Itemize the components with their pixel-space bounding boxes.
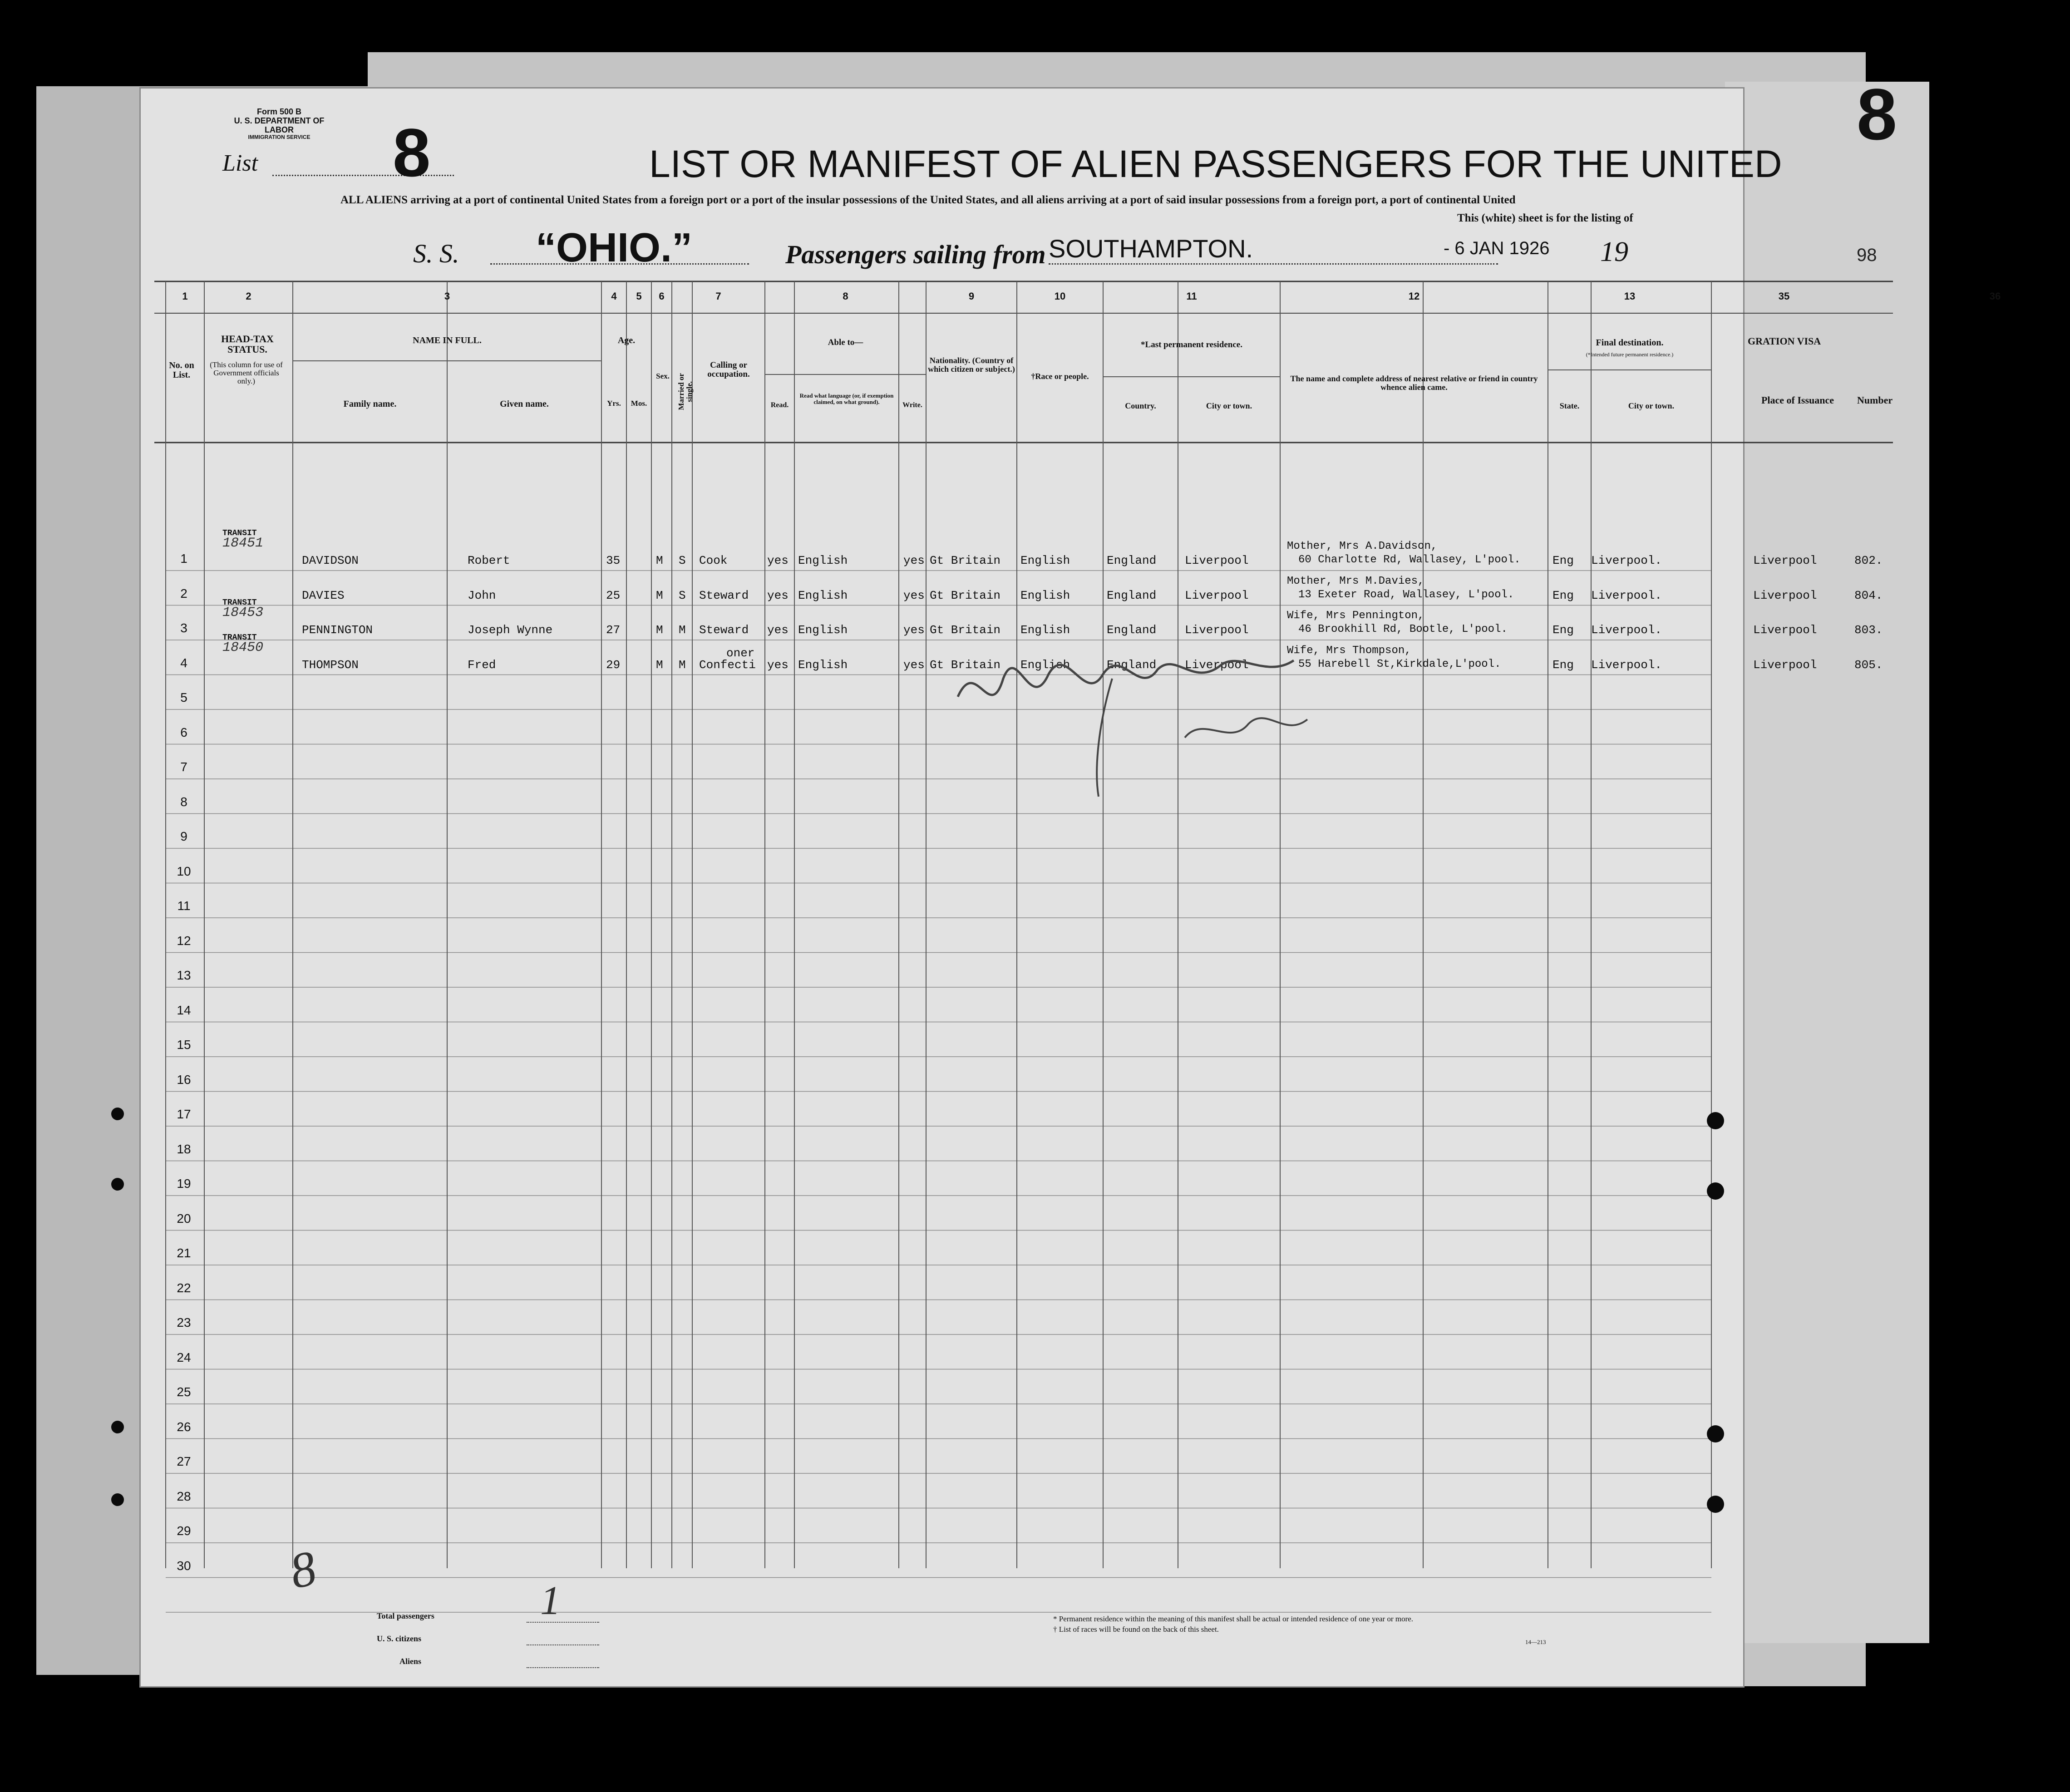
- row-number: 20: [177, 1211, 191, 1226]
- col-visa-number: Number: [1857, 394, 1893, 406]
- passenger-write: yes: [903, 658, 925, 672]
- passenger-given: Fred: [468, 658, 496, 672]
- handwritten-total: 1: [540, 1578, 561, 1623]
- passenger-occupation: Cook: [699, 554, 728, 567]
- column-number: 10: [1054, 290, 1066, 302]
- punch-hole: [1707, 1496, 1724, 1513]
- ship-name: “OHIO.”: [536, 225, 693, 271]
- passenger-ms: M: [679, 658, 686, 672]
- col-nationality: Nationality. (Country of which citizen or subject.): [928, 356, 1015, 374]
- column-number: 12: [1408, 290, 1420, 302]
- passenger-race: English: [1020, 623, 1070, 637]
- passenger-relative: 55 Harebell St,Kirkdale,L'pool.: [1298, 658, 1501, 670]
- passenger-visa-no: 805.: [1854, 658, 1883, 672]
- col-state: State.: [1559, 401, 1580, 410]
- punch-hole: [111, 1493, 124, 1506]
- transit-stamp: TRANSIT: [222, 633, 257, 642]
- row-number: 4: [180, 655, 187, 670]
- passenger-city: Liverpool: [1185, 588, 1249, 602]
- passenger-sex: M: [656, 623, 663, 637]
- passenger-relative: Mother, Mrs M.Davies,: [1287, 575, 1424, 587]
- col-calling: Calling or occupation.: [707, 360, 750, 379]
- passenger-country: England: [1107, 623, 1157, 637]
- passenger-occupation-top: oner: [726, 646, 755, 660]
- total-passengers-label: Total passengers: [377, 1611, 434, 1620]
- transit-stamp: TRANSIT: [222, 598, 257, 607]
- sailing-label: Passengers sailing from: [785, 240, 1046, 269]
- col-sex: Sex.: [656, 372, 670, 380]
- row-number: 19: [177, 1177, 191, 1191]
- col-last-residence: *Last permanent residence.: [1141, 340, 1242, 350]
- punch-hole: [1707, 1425, 1724, 1442]
- column-number: 13: [1624, 290, 1636, 302]
- passenger-read: yes: [767, 588, 789, 602]
- official-signature: [949, 588, 1357, 815]
- passenger-visa-place: Liverpool: [1753, 623, 1817, 637]
- col-age: Age.: [617, 335, 636, 345]
- passenger-nationality: Gt Britain: [930, 623, 1001, 637]
- passenger-sex: M: [656, 588, 663, 602]
- row-number: 2: [180, 586, 187, 601]
- passenger-country: England: [1107, 588, 1157, 602]
- passenger-visa-place: Liverpool: [1753, 554, 1817, 567]
- col-final-note: (*Intended future permanent residence.): [1586, 351, 1674, 358]
- manifest-grid: [141, 89, 1743, 1686]
- passenger-state: Eng: [1552, 554, 1574, 567]
- col-no-on-list: No. on List.: [169, 360, 194, 380]
- row-number: 21: [177, 1246, 191, 1260]
- passenger-visa-place: Liverpool: [1753, 658, 1817, 672]
- punch-hole: [1707, 1182, 1724, 1200]
- passenger-relative: 60 Charlotte Rd, Wallasey, L'pool.: [1298, 554, 1521, 566]
- column-number: 36: [1989, 290, 2001, 302]
- passenger-state: Eng: [1552, 623, 1574, 637]
- passenger-dest-city: Liverpool.: [1591, 623, 1662, 637]
- service: IMMIGRATION SERVICE: [248, 134, 310, 141]
- column-number: 9: [968, 290, 975, 302]
- passenger-given: Joseph Wynne: [468, 623, 553, 637]
- row-number: 16: [177, 1072, 191, 1087]
- passenger-yrs: 29: [606, 658, 621, 672]
- passenger-relative: 46 Brookhill Rd, Bootle, L'pool.: [1298, 623, 1508, 635]
- punch-hole: [111, 1421, 124, 1433]
- column-number: 3: [444, 290, 450, 302]
- passenger-race: English: [1020, 658, 1070, 672]
- col-yrs: Yrs.: [607, 399, 621, 408]
- row-number: 6: [180, 725, 187, 739]
- us-citizens-label: U. S. citizens: [377, 1634, 421, 1643]
- head-tax-number: 18453: [222, 605, 264, 620]
- passenger-language: English: [798, 554, 848, 567]
- row-number: 29: [177, 1524, 191, 1538]
- row-number: 27: [177, 1454, 191, 1468]
- passenger-yrs: 25: [606, 588, 621, 602]
- row-number: 3: [180, 621, 187, 635]
- passenger-race: English: [1020, 554, 1070, 567]
- col-city: City or town.: [1206, 401, 1252, 410]
- passenger-nationality: Gt Britain: [930, 588, 1001, 602]
- passenger-family: DAVIDSON: [302, 554, 359, 567]
- column-number: 1: [182, 290, 188, 302]
- row-number: 18: [177, 1142, 191, 1156]
- head-tax-number: 18451: [222, 536, 264, 551]
- row-number: 23: [177, 1315, 191, 1329]
- col-race: †Race or people.: [1031, 372, 1089, 381]
- passenger-ms: S: [679, 554, 686, 567]
- row-number: 22: [177, 1280, 191, 1295]
- handwritten-8: 8: [285, 1540, 321, 1600]
- passenger-write: yes: [903, 588, 925, 602]
- passenger-dest-city: Liverpool.: [1591, 554, 1662, 567]
- passenger-dest-city: Liverpool.: [1591, 658, 1662, 672]
- punch-hole: [1707, 1112, 1724, 1129]
- col-write: Write.: [902, 401, 922, 409]
- list-label: List: [222, 150, 258, 176]
- row-number: 1: [180, 551, 187, 566]
- year-prefix: 19: [1600, 236, 1628, 267]
- row-number: 5: [180, 690, 187, 704]
- row-number: 15: [177, 1038, 191, 1052]
- passenger-family: PENNINGTON: [302, 623, 373, 637]
- passenger-state: Eng: [1552, 588, 1574, 602]
- passenger-occupation: Steward: [699, 588, 749, 602]
- passenger-city: Liverpool: [1185, 554, 1249, 567]
- passenger-relative: Mother, Mrs A.Davidson,: [1287, 540, 1438, 552]
- row-number: 13: [177, 968, 191, 982]
- passenger-read: yes: [767, 623, 789, 637]
- total-line: [527, 1622, 599, 1623]
- passenger-language: English: [798, 623, 848, 637]
- col-given-name: Given name.: [500, 399, 549, 409]
- page-number: 98: [1857, 245, 1877, 265]
- row-number: 28: [177, 1489, 191, 1503]
- passenger-language: English: [798, 658, 848, 672]
- passenger-ms: S: [679, 588, 686, 602]
- passenger-visa-no: 804.: [1854, 588, 1883, 602]
- column-number: 11: [1186, 290, 1197, 302]
- passenger-yrs: 27: [606, 623, 621, 637]
- passenger-given: John: [468, 588, 496, 602]
- column-number: 2: [246, 290, 251, 302]
- passenger-nationality: Gt Britain: [930, 554, 1001, 567]
- passenger-relative: Wife, Mrs Pennington,: [1287, 610, 1424, 622]
- col-place-of-issuance: Place of Issuance: [1761, 394, 1834, 406]
- passenger-dest-city: Liverpool.: [1591, 588, 1662, 602]
- passenger-write: yes: [903, 623, 925, 637]
- port: SOUTHAMPTON.: [1049, 234, 1253, 263]
- manifest-title: LIST OR MANIFEST OF ALIEN PASSENGERS FOR THE UNITED: [649, 143, 1782, 185]
- right-sheet: [1725, 74, 1929, 1643]
- passenger-sex: M: [656, 658, 663, 672]
- passenger-ms: M: [679, 623, 686, 637]
- form-code: 14—213: [1525, 1639, 1546, 1645]
- aliens-line: [527, 1667, 599, 1668]
- col-relative: The name and complete address of nearest relative or friend in country whence alien came.: [1290, 374, 1538, 392]
- passenger-yrs: 35: [606, 554, 621, 567]
- right-list-number: 8: [1857, 74, 1897, 155]
- passenger-country: England: [1107, 554, 1157, 567]
- row-number: 11: [177, 899, 191, 913]
- passenger-relative: Wife, Mrs Thompson,: [1287, 644, 1411, 657]
- date-stamp: - 6 JAN 1926: [1444, 238, 1550, 258]
- passenger-visa-no: 803.: [1854, 623, 1883, 637]
- department: U. S. DEPARTMENT OF LABOR: [234, 116, 325, 134]
- row-number: 14: [177, 1003, 191, 1017]
- col-country: Country.: [1125, 401, 1156, 410]
- column-number: 4: [611, 290, 617, 302]
- passenger-write: yes: [903, 554, 925, 567]
- passenger-read: yes: [767, 554, 789, 567]
- col-married: Married or single.: [677, 373, 694, 410]
- passenger-race: English: [1020, 588, 1070, 602]
- head-tax-number: 18450: [222, 640, 264, 655]
- manifest-subtitle: ALL ALIENS arriving at a port of continental United States from a foreign port or a port of the insular possessions of the United States, and all aliens arriving at a port of said insular possessions from a foreign port, a port of continental United: [340, 194, 1516, 206]
- passenger-nationality: Gt Britain: [930, 658, 1001, 672]
- passenger-city: Liverpool: [1185, 623, 1249, 637]
- row-number: 9: [180, 829, 187, 843]
- passenger-city: Liverpool: [1185, 658, 1249, 672]
- col-read-language: Read what language (or, if exemption claimed, on what ground).: [799, 392, 894, 405]
- manifest-subtitle-2: This (white) sheet is for the listing of: [1457, 212, 1633, 224]
- column-number: 7: [715, 290, 721, 302]
- form-number: Form 500 B: [256, 107, 302, 116]
- column-number: 35: [1778, 290, 1790, 302]
- row-number: 10: [177, 864, 191, 878]
- passenger-occupation: Confecti: [699, 658, 756, 672]
- punch-hole: [111, 1108, 124, 1120]
- ss-label: S. S.: [413, 239, 459, 268]
- passenger-relative: 13 Exeter Road, Wallasey, L'pool.: [1298, 588, 1514, 601]
- col-immigration-visa: GRATION VISA: [1748, 335, 1821, 347]
- passenger-occupation: Steward: [699, 623, 749, 637]
- row-number: 25: [177, 1385, 191, 1399]
- row-number: 26: [177, 1419, 191, 1434]
- aliens-label: Aliens: [399, 1657, 422, 1666]
- passenger-given: Robert: [468, 554, 510, 567]
- col-mos: Mos.: [631, 399, 647, 408]
- passenger-family: THOMPSON: [302, 658, 359, 672]
- list-number: 8: [393, 114, 431, 191]
- row-number: 12: [177, 933, 191, 948]
- row-number: 24: [177, 1350, 191, 1364]
- footnote-races: † List of races will be found on the back of this sheet.: [1053, 1625, 1219, 1634]
- col-head-tax-note: (This column for use of Government officials only.): [210, 360, 283, 385]
- passenger-country: England: [1107, 658, 1157, 672]
- col-name-in-full: NAME IN FULL.: [413, 335, 482, 345]
- column-number: 6: [659, 290, 665, 302]
- transit-stamp: TRANSIT: [222, 529, 257, 538]
- col-final-destination: Final destination.: [1596, 338, 1664, 348]
- passenger-read: yes: [767, 658, 789, 672]
- col-head-tax: HEAD-TAX STATUS.: [221, 333, 274, 355]
- passenger-family: DAVIES: [302, 588, 345, 602]
- col-dest-city: City or town.: [1628, 401, 1675, 410]
- col-family-name: Family name.: [343, 399, 397, 409]
- passenger-visa-place: Liverpool: [1753, 588, 1817, 602]
- col-able-to: Able to—: [828, 338, 863, 347]
- punch-hole: [111, 1178, 124, 1191]
- citizens-line: [527, 1644, 599, 1645]
- passenger-visa-no: 802.: [1854, 554, 1883, 567]
- row-number: 7: [180, 760, 187, 774]
- passenger-sex: M: [656, 554, 663, 567]
- row-number: 30: [177, 1558, 191, 1573]
- passenger-state: Eng: [1552, 658, 1574, 672]
- row-number: 8: [180, 794, 187, 809]
- column-number: 5: [636, 290, 642, 302]
- passenger-language: English: [798, 588, 848, 602]
- column-number: 8: [843, 290, 848, 302]
- footnote-residence: * Permanent residence within the meaning of this manifest shall be actual or intended residence of one year or more.: [1053, 1615, 1414, 1623]
- row-number: 17: [177, 1107, 191, 1121]
- col-read: Read.: [770, 401, 789, 409]
